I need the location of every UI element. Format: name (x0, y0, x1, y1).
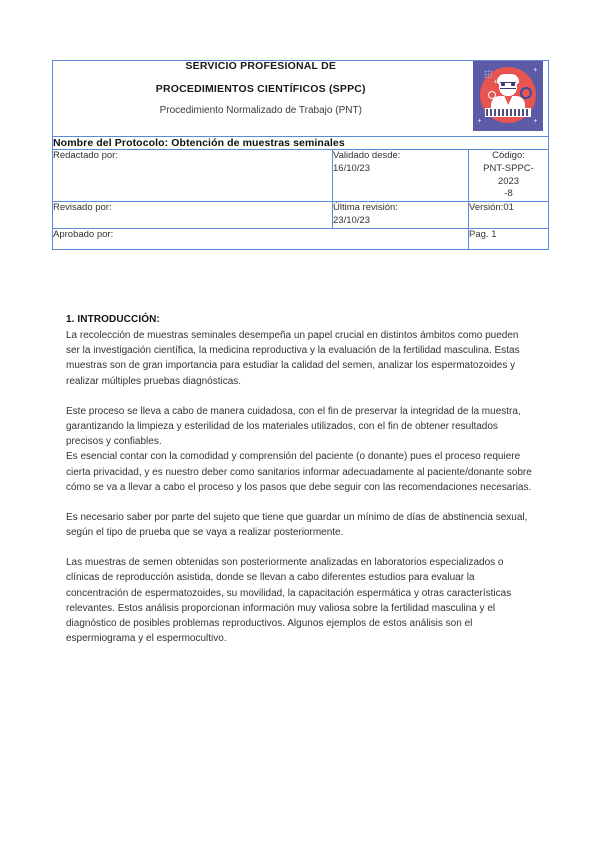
paragraph-4: Es necesario saber por parte del sujeto que tiene que guardar un mínimo de días de abstinencia sexual, según el tipo de prueba que se vaya a realizar posteriormente. (66, 511, 528, 539)
paragraph-5: Las muestras de semen obtenidas son posteriormente analizadas en laboratorios especializados o clínicas de reproducción asistida, donde se llevan a cabo diferentes estudios para evaluar la concentración de espermatozoides, su movilidad, la capacitación espermática y otras características relevantes. Estos análisis proporcionan información muy valiosa sobre la fertilidad masculina y el diagnóstico de posibles problemas reproductivos. Algunos ejemplos de estos análisis son el espermiograma y el espermocultivo. (66, 557, 512, 645)
table-row-organization (53, 61, 549, 137)
organization-title-line1: SERVICIO PROFESIONAL DE (185, 60, 337, 72)
logo-text-band-glyphs (486, 109, 530, 116)
table-row-revisado (53, 202, 549, 229)
paragraph-spacer (66, 540, 532, 555)
logo-dots-decoration (484, 70, 492, 78)
paragraph-2: Este proceso se lleva a cabo de manera cuidadosa, con el fin de preservar la integridad de la muestra, garantizando la limpieza y esterilidad de los materiales utilizados, con el fin de obtener resultados precisos y confiables. (66, 405, 521, 448)
revisado-por-label: Revisado por: (53, 202, 333, 229)
codigo-value: PNT-SPPC-2023 (483, 162, 534, 187)
version-cell: Versión:01 (469, 202, 549, 229)
logo-figure-eye-right (511, 83, 515, 86)
paragraph-1: La recolección de muestras seminales desempeña un papel crucial en distintos ámbitos como pueden ser la investigación científica, la medicina reproductiva y la evaluación de la fertilidad masculina. Estas muestras son de gran importancia para estudiar la calidad del semen, analizar los espermatozoides y realizar múltiples pruebas diagnósticas. (66, 330, 520, 387)
plus-icon: + (533, 67, 538, 74)
logo-cell (469, 61, 549, 137)
page-number-cell: Pag. 1 (469, 228, 549, 249)
table-row-protocol-name (53, 137, 549, 150)
logo-figure-eye-left (501, 83, 505, 86)
paragraph-spacer (66, 495, 532, 510)
ultima-revision-cell (333, 202, 469, 229)
plus-icon: + (477, 118, 482, 125)
organization-title-line2: PROCEDIMIENTOS CIENTÍFICOS (SPPC) (155, 83, 366, 96)
table-row-redactado (53, 150, 549, 202)
ultima-revision-label: Última revisión: (333, 202, 398, 214)
plus-icon: + (533, 118, 538, 125)
validado-desde-label: Validado desde: (333, 150, 401, 161)
paragraph-spacer (66, 389, 532, 404)
table-row-aprobado (53, 228, 549, 249)
sppc-logo-icon (473, 61, 543, 131)
validado-desde-cell (333, 150, 469, 202)
redactado-por-label: Redactado por: (53, 150, 333, 202)
aprobado-por-label: Aprobado por: (53, 228, 469, 249)
codigo-cell (469, 150, 549, 202)
organization-subtitle: Procedimiento Normalizado de Trabajo (PNT) (159, 105, 362, 117)
protocol-name-cell: Nombre del Protocolo: Obtención de muestras seminales (53, 137, 549, 150)
validado-desde-value: 16/10/23 (333, 162, 370, 174)
section-title-introduccion: 1. INTRODUCCIÓN: (66, 314, 160, 325)
codigo-value-continued: -8 (504, 188, 513, 200)
ultima-revision-value: 23/10/23 (333, 215, 370, 227)
codigo-label: Código: (492, 150, 525, 161)
document-body (66, 312, 532, 646)
organization-header-cell (53, 61, 469, 137)
paragraph-3: Es esencial contar con la comodidad y comprensión del paciente (o donante) pues el proceso requiere cierta privacidad, y es nuestro deber como sanitarios informar adecuadamente al paciente/donante sobre cómo se va a llevar a cabo el proceso y los pasos que debe seguir con las recomendaciones necesarias. (66, 451, 532, 493)
plus-icon: + (493, 79, 498, 86)
document-header-table (52, 60, 549, 250)
